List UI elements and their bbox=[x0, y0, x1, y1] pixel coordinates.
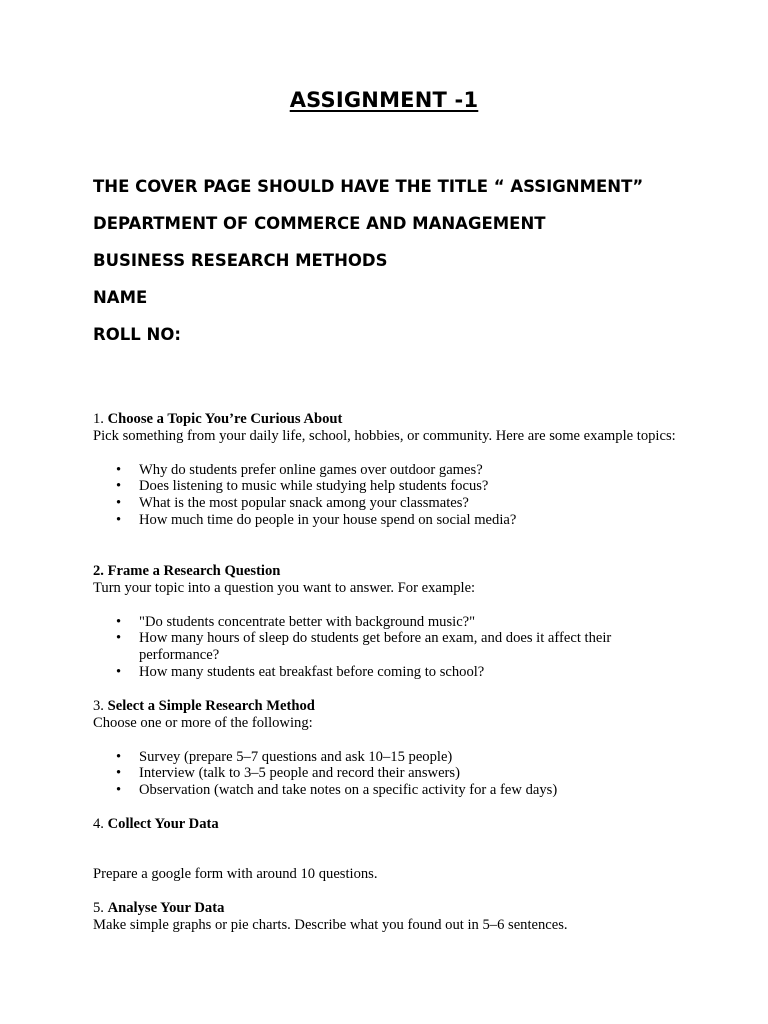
list-item bbox=[116, 765, 683, 782]
cover-instruction: THE COVER PAGE SHOULD HAVE THE TITLE “ ASSIGNMENT” bbox=[93, 177, 644, 196]
list-item bbox=[116, 613, 683, 631]
section-heading bbox=[93, 900, 683, 917]
name-line: NAME bbox=[93, 288, 148, 307]
section-title: Frame a Research Question bbox=[107, 563, 281, 579]
section-title: Collect Your Data bbox=[107, 816, 219, 832]
list-item-text: "Do students concentrate better with background music?" bbox=[139, 613, 476, 630]
bullet-icon: • bbox=[116, 461, 122, 478]
document-title: ASSIGNMENT -1 bbox=[289, 88, 479, 112]
list-item-text: Interview (talk to 3–5 people and record their answers) bbox=[139, 765, 460, 782]
section-4 bbox=[93, 816, 683, 833]
bullet-icon: • bbox=[116, 765, 122, 782]
list-item bbox=[116, 630, 683, 664]
list-item bbox=[116, 478, 683, 495]
section-number: 2. bbox=[93, 563, 104, 579]
list-item bbox=[116, 511, 683, 529]
section-title: Choose a Topic You’re Curious About bbox=[107, 411, 343, 427]
department-line: DEPARTMENT OF COMMERCE AND MANAGEMENT bbox=[93, 214, 546, 233]
list-item bbox=[116, 782, 683, 799]
bullet-icon: • bbox=[116, 630, 122, 647]
section-2 bbox=[93, 563, 683, 698]
list-item-text: Why do students prefer online games over outdoor games? bbox=[139, 461, 483, 478]
list-item-text: How much time do people in your house spend on social media? bbox=[139, 511, 517, 528]
bullet-icon: • bbox=[116, 613, 122, 630]
bullet-icon: • bbox=[116, 748, 122, 765]
bullet-icon: • bbox=[116, 511, 122, 528]
list-item bbox=[116, 748, 683, 766]
list-item-text: How many students eat breakfast before coming to school? bbox=[139, 663, 485, 680]
bullet-icon: • bbox=[116, 478, 122, 495]
bullet-icon: • bbox=[116, 663, 122, 680]
section-heading bbox=[93, 563, 683, 580]
section-text: Make simple graphs or pie charts. Describe what you found out in 5–6 sentences. bbox=[93, 916, 568, 933]
section-text: Choose one or more of the following: bbox=[93, 714, 313, 731]
section-3 bbox=[93, 698, 683, 816]
list-item bbox=[116, 495, 683, 512]
list-item-text: What is the most popular snack among your classmates? bbox=[139, 495, 469, 512]
section-title: Select a Simple Research Method bbox=[107, 698, 315, 714]
section-heading bbox=[93, 698, 683, 715]
section-number: 3. bbox=[93, 698, 104, 714]
bullet-list bbox=[93, 749, 683, 799]
section-text: Pick something from your daily life, school, hobbies, or community. Here are some example topics: bbox=[93, 427, 676, 444]
list-item-text: How many hours of sleep do students get before an exam, and does it affect their performance? bbox=[139, 630, 612, 664]
list-item-text: Observation (watch and take notes on a specific activity for a few days) bbox=[139, 782, 558, 799]
bullet-list bbox=[93, 462, 683, 529]
section-number: 5. bbox=[93, 900, 104, 916]
course-line: BUSINESS RESEARCH METHODS bbox=[93, 251, 388, 270]
list-item-text: Survey (prepare 5–7 questions and ask 10–15 people) bbox=[139, 748, 453, 765]
section-number: 4. bbox=[93, 816, 104, 832]
list-item-text: Does listening to music while studying help students focus? bbox=[139, 478, 489, 495]
section-1 bbox=[93, 411, 683, 546]
bullet-icon: • bbox=[116, 782, 122, 799]
section-text: Prepare a google form with around 10 questions. bbox=[93, 866, 378, 882]
section-heading bbox=[93, 816, 683, 833]
section-heading bbox=[93, 411, 683, 428]
section-4-text-block bbox=[93, 866, 683, 883]
section-number: 1. bbox=[93, 411, 104, 427]
list-item bbox=[116, 461, 683, 479]
bullet-icon: • bbox=[116, 495, 122, 512]
list-item bbox=[116, 663, 683, 681]
section-title: Analyse Your Data bbox=[107, 900, 225, 916]
roll-no-line: ROLL NO: bbox=[93, 325, 181, 344]
bullet-list bbox=[93, 614, 683, 681]
section-5 bbox=[93, 900, 683, 934]
section-text: Turn your topic into a question you want to answer. For example: bbox=[93, 579, 476, 596]
